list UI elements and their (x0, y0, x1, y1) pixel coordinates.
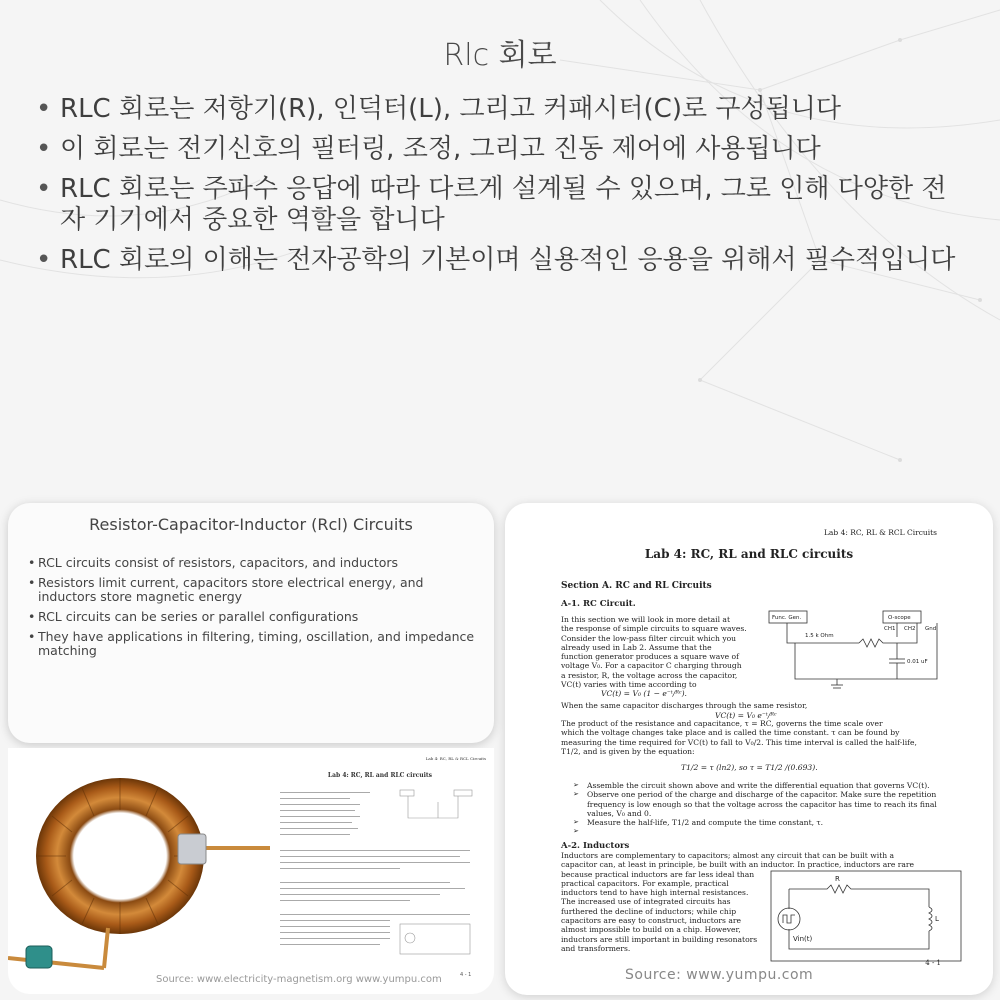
mini-text-line (280, 894, 440, 895)
summary-bullet: • RCL circuits can be series or parallel configurations (28, 610, 480, 624)
mini-text-line (280, 828, 358, 829)
mini-text-line (280, 792, 370, 793)
mini-page-number: 4 - 1 (460, 972, 472, 978)
scope-label: O-scope (888, 615, 911, 621)
mini-text-line (280, 900, 410, 901)
time-constant-paragraph: The product of the resistance and capacitance, τ = RC, governs the time scale over which the voltage changes take place and is called the time constant. τ can be found by measuring the time required for VC(t) to fall to V₀/2. This time interval is called the half-life, T1/2, and is given by the equation: (561, 719, 917, 756)
capacitor-label: 0.01 uF (907, 659, 928, 665)
document-page-number: 4 - 1 (925, 959, 941, 967)
procedure-step: ➢ Assemble the circuit shown above and write the differential equation that governs VC(t). (573, 781, 953, 790)
mini-text-line (280, 926, 390, 927)
mini-text-line (280, 862, 470, 863)
procedure-step: ➢ Measure the half-life, T1/2 and compute the time constant, τ. (573, 818, 953, 827)
slide-bullet: • 이 회로는 전기신호의 필터링, 조정, 그리고 진동 제어에 사용됩니다 (36, 134, 956, 165)
slide-bullet-list (36, 94, 956, 285)
ch1-label: CH1 (884, 626, 896, 632)
subsection-heading: A-2. Inductors (561, 841, 630, 851)
section-heading: Section A. RC and RL Circuits (561, 581, 712, 591)
mini-text-line (280, 920, 390, 921)
document-title: Lab 4: RC, RL and RLC circuits (644, 547, 854, 561)
mini-text-line (280, 804, 360, 805)
mini-document-header: Lab 4: RC, RL & RCL Circuits (425, 756, 486, 761)
mini-text-line (280, 810, 355, 811)
charging-equation: VC(t) = V₀ (1 − e⁻ᵗ/ᴿᶜ). (601, 689, 687, 698)
half-life-equation: T1/2 = τ (ln2), so τ = T1/2 /(0.693). (681, 763, 818, 772)
mini-text-line (280, 944, 380, 945)
subsection-heading: A-1. RC Circuit. (561, 599, 636, 609)
gnd-label: Gnd (925, 626, 937, 632)
r-label: R (835, 875, 840, 883)
mini-document-title: Lab 4: RC, RL and RLC circuits (327, 772, 433, 779)
vin-label: Vin(t) (793, 935, 813, 943)
summary-bullet: • Resistors limit current, capacitors store electrical energy, and inductors store magnetic energy (28, 576, 480, 604)
discharge-equation: VC(t) = V₀ e⁻ᵗ/ᴿᶜ (715, 711, 777, 720)
summary-card-list (8, 556, 494, 658)
slide-bullet: • RLC 회로의 이해는 전자공학의 기본이며 실용적인 응용을 위해서 필수적입니다 (36, 245, 956, 276)
document-source: Source: www.yumpu.com (625, 967, 814, 983)
func-gen-label: Func. Gen. (772, 615, 802, 621)
l-label: L (935, 915, 939, 923)
slide-bullet: • RLC 회로는 저항기(R), 인덕터(L), 그리고 커패시터(C)로 구성됩니다 (36, 94, 956, 125)
slide-bullet: • RLC 회로는 주파수 응답에 따라 다르게 설계될 수 있으며, 그로 인해 다양한 전자 기기에서 중요한 역할을 합니다 (36, 174, 956, 236)
mini-text-line (280, 798, 350, 799)
mini-text-line (280, 868, 400, 869)
mini-text-line (280, 822, 352, 823)
mini-circuit-diagram (398, 788, 478, 828)
summary-bullet: • RCL circuits consist of resistors, capacitors, and inductors (28, 556, 480, 570)
rl-circuit-diagram (769, 869, 965, 965)
inductor-image-panel (8, 748, 494, 994)
lab-document-card (505, 503, 993, 995)
ch2-label: CH2 (904, 626, 916, 632)
procedure-steps (573, 781, 953, 827)
summary-card-title: Resistor-Capacitor-Inductor (Rcl) Circuits (89, 515, 413, 534)
slide-title: Rlc 회로 (443, 38, 557, 73)
mini-text-line (280, 938, 390, 939)
toroid-inductor-image (8, 748, 270, 994)
procedure-step: ➢ Observe one period of the charge and discharge of the capacitor. Make sure the repetition frequency is low enough so that the voltage across the capacitor has time to reach its final values, V₀ and 0. (573, 790, 953, 818)
resistor-label: 1.5 k Ohm (805, 633, 834, 639)
mini-document-preview (270, 752, 490, 984)
image-source: Source: www.electricity-magnetism.org www.yumpu.com (156, 974, 442, 985)
mini-text-line (280, 834, 350, 835)
mini-text-line (280, 856, 460, 857)
mini-text-line (280, 882, 450, 883)
mini-text-line (280, 914, 470, 915)
mini-text-line (280, 932, 390, 933)
rc-circuit-paragraph: In this section we will look in more detail at the response of simple circuits to square waves. Consider the low-pass filter circuit which you already used in Lab 2. Assume that the function generator produces a square wave of voltage V₀. For a capacitor C charging through a resistor, R, the voltage across the capacitor, VC(t) varies with time according to (561, 615, 747, 690)
summary-bullet: • They have applications in filtering, timing, oscillation, and impedance matching (28, 630, 480, 658)
mini-text-line (280, 850, 470, 851)
mini-text-line (280, 888, 465, 889)
mini-circuit-diagram (398, 920, 478, 960)
document-header: Lab 4: RC, RL & RCL Circuits (823, 528, 937, 537)
rc-circuit-diagram (767, 609, 963, 693)
discharge-paragraph: When the same capacitor discharges through the same resistor, (561, 701, 808, 710)
summary-card (8, 503, 494, 743)
inductors-paragraph: Inductors are complementary to capacitors; almost any circuit that can be built with a capacitor can, at least in principle, be built with an inductor. In practice, inductors are rare because practical inductors are far less ideal than practical capacitors. For example, practical inductors tend to have high internal resistances. The increased use of integrated circuits has furthered the decline of inductors; while chip capacitors are easy to construct, inductors are almost impossible to build on a chip. However, inductors are still important in building resonators and transformers. (561, 851, 915, 953)
mini-text-line (280, 816, 360, 817)
